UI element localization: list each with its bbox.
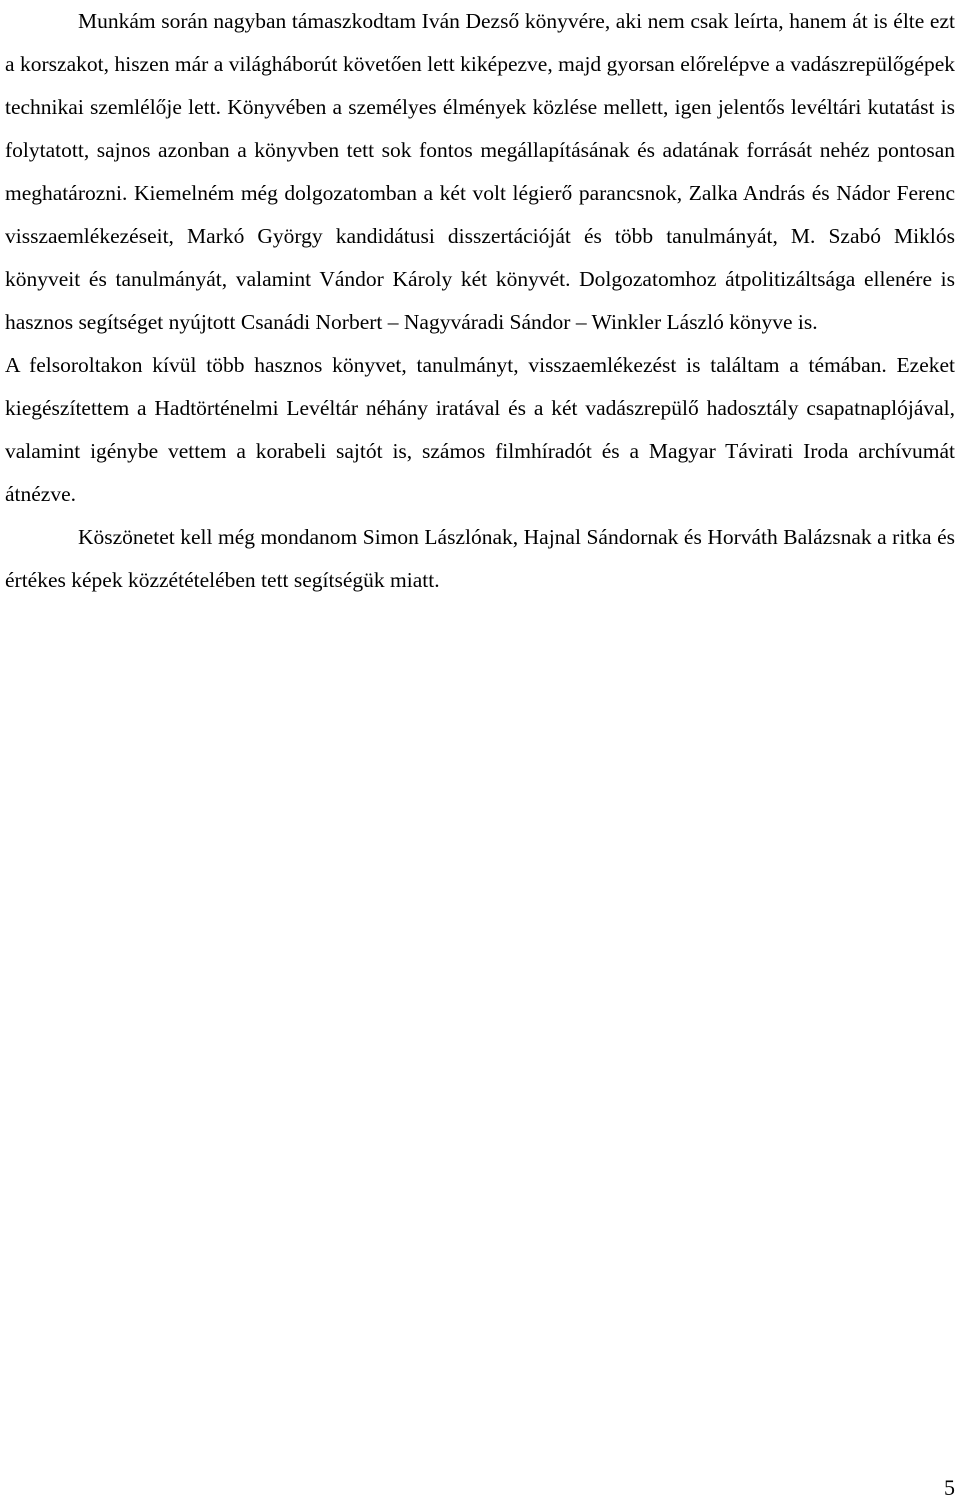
page-number: 5 xyxy=(944,1475,955,1500)
document-body xyxy=(5,0,955,602)
paragraph-sources-archives: A felsoroltakon kívül több hasznos könyvet, tanulmányt, visszaemlékezést is találtam a témában. Ezeket kiegészítettem a Hadtörténelmi Levéltár néhány iratával és a két vadászrepülő hadosztály csapatnaplójával, valamint igénybe vettem a korabeli sajtót is, számos filmhíradót és a Magyar Távirati Iroda archívumát átnézve. xyxy=(5,353,955,506)
paragraph-acknowledgements: Köszönetet kell még mondanom Simon Lászlónak, Hajnal Sándornak és Horváth Balázsnak a ritka és értékes képek közzétételében tett segítségük miatt. xyxy=(5,525,955,592)
paragraph-sources-books: Munkám során nagyban támaszkodtam Iván Dezső könyvére, aki nem csak leírta, hanem át is élte ezt a korszakot, hiszen már a világháborút követően lett kiképezve, majd gyorsan előrelépve a vadászrepülőgépek technikai szemlélője lett. Könyvében a személyes élmények közlése mellett, igen jelentős levéltári kutatást is folytatott, sajnos azonban a könyvben tett sok fontos megállapításának és adatának forrását nehéz pontosan meghatározni. Kiemelném még dolgozatomban a két volt légierő parancsnok, Zalka András és Nádor Ferenc visszaemlékezéseit, Markó György kandidátusi disszertációját és több tanulmányát, M. Szabó Miklós könyveit és tanulmányát, valamint Vándor Károly két könyvét. Dolgozatomhoz átpolitizáltsága ellenére is hasznos segítséget nyújtott Csanádi Norbert – Nagyváradi Sándor – Winkler László könyve is. xyxy=(5,9,955,334)
